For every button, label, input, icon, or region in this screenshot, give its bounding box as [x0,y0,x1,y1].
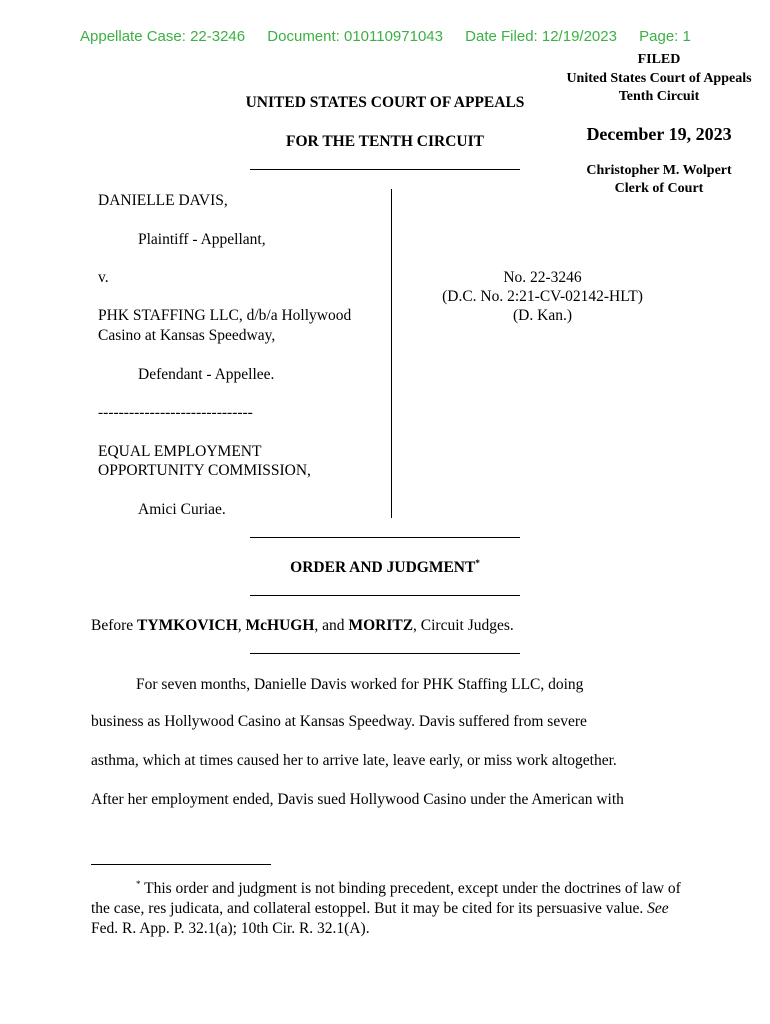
panel-rule [250,653,520,654]
defendant-name-line1: PHK STAFFING LLC, d/b/a Hollywood [98,307,352,324]
clerk-name: Christopher M. Wolpert [586,163,732,178]
filing-stamp-header [80,28,709,45]
footnote-citation: Fed. R. App. P. 32.1(a); 10th Cir. R. 32.1(A). [91,920,370,938]
stamp-case: Appellate Case: 22-3246 [80,28,246,45]
title-rule [250,169,520,170]
judge-mchugh: McHUGH [245,617,315,634]
order-rule-top [250,537,520,538]
caption-divider [391,189,392,518]
footnote [91,874,691,939]
defendant-role: Defendant - Appellee. [138,366,275,383]
body-line-4: After her employment ended, Davis sued Hollywood Casino under the American with [91,791,624,808]
body-line-2: business as Hollywood Casino at Kansas Speedway. Davis suffered from severe [91,713,587,730]
footnote-text: This order and judgment is not binding precedent, except under the doctrines of law of the case, res judicata, and collateral estoppel. But it may be cited for its persuasive value. [91,880,681,918]
filed-court: United States Court of Appeals [566,71,752,86]
stamp-page: Page: 1 [639,28,691,45]
footnote-see: See [647,900,669,918]
defendant-name-line2: Casino at Kansas Speedway, [98,327,276,344]
clerk-title: Clerk of Court [614,181,704,196]
district-court: (D. Kan.) [513,307,572,324]
body-line-1: For seven months, Danielle Davis worked for PHK Staffing LLC, doing [136,676,584,693]
body-line-3: asthma, which at times caused her to arrive late, leave early, or miss work altogether. [91,752,617,769]
court-title-line1: UNITED STATES COURT OF APPEALS [245,94,525,111]
amici-name-line1: EQUAL EMPLOYMENT [98,443,262,460]
footnote-rule [91,864,271,865]
amici-name-line2: OPPORTUNITY COMMISSION, [98,462,311,479]
amici-role: Amici Curiae. [138,501,226,518]
panel-sep1: , [237,617,246,634]
plaintiff-role: Plaintiff - Appellant, [138,231,266,248]
caption-separator: ------------------------------ [98,404,253,421]
order-footnote-mark: * [475,558,480,568]
order-title [170,558,600,577]
panel-suffix: , Circuit Judges. [413,617,514,634]
judge-tymkovich: TYMKOVICH [137,617,238,634]
versus: v. [98,269,109,286]
order-rule-bottom [250,595,520,596]
stamp-document: Document: 010110971043 [267,28,443,45]
panel-sep2: , and [314,617,349,634]
filed-circuit: Tenth Circuit [618,89,700,104]
case-number: No. 22-3246 [503,269,582,286]
stamp-date-filed: Date Filed: 12/19/2023 [465,28,617,45]
order-title-text: ORDER AND JUDGMENT [290,559,476,577]
panel-prefix: Before [91,617,138,634]
panel-line [91,617,514,635]
filed-date: December 19, 2023 [586,124,732,144]
plaintiff-name: DANIELLE DAVIS, [98,192,228,209]
judge-moritz: MORITZ [348,617,414,634]
district-case-number: (D.C. No. 2:21-CV-02142-HLT) [442,288,643,305]
court-title-line2: FOR THE TENTH CIRCUIT [286,133,484,150]
footnote-mark: * [136,879,141,889]
filed-label: FILED [637,52,681,67]
